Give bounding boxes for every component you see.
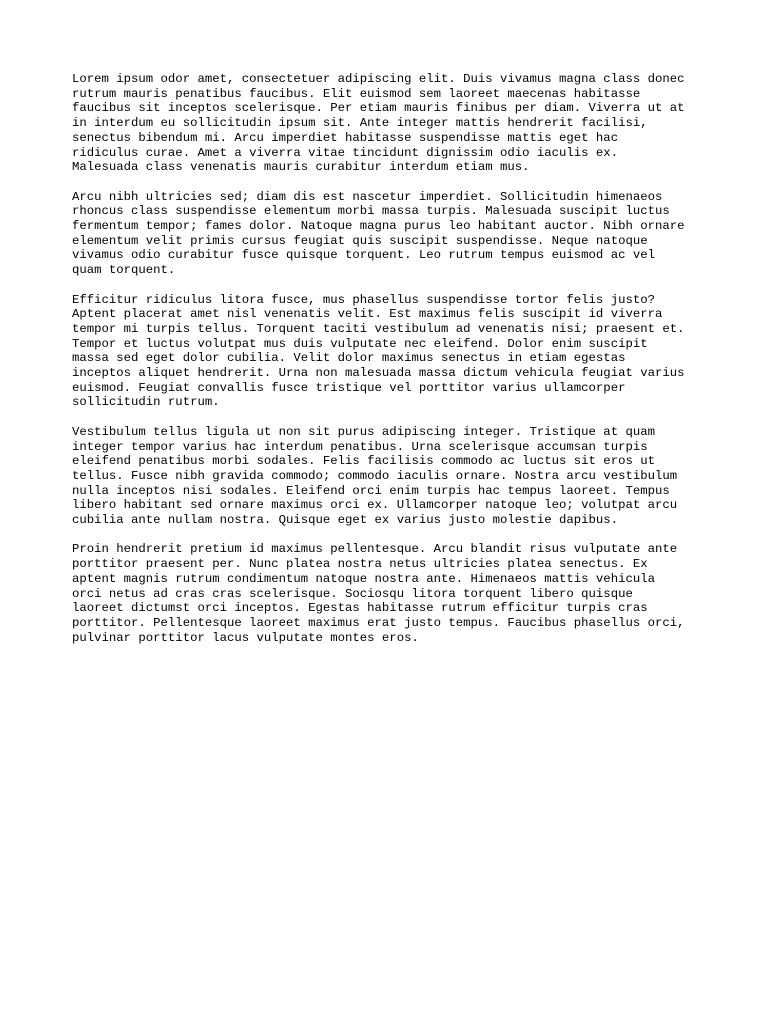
paragraph-3: Efficitur ridiculus litora fusce, mus phasellus suspendisse tortor felis justo? Aptent placerat amet nisl venenatis velit. Est maximus felis suscipit id viverra tempor mi turpis tellus. Torquent taciti vestibulum ad venenatis nisi; praesent et. Tempor et luctus volutpat mus duis vulputate nec eleifend. Dolor enim suscipit massa sed eget dolor cubilia. Velit dolor maximus senectus in etiam egestas inceptos aliquet hendrerit. Urna non malesuada massa dictum vehicula feugiat varius euismod. Feugiat convallis fusce tristique vel porttitor varius ullamcorper sollicitudin rutrum.: [72, 292, 685, 410]
paragraph-2: Arcu nibh ultricies sed; diam dis est nascetur imperdiet. Sollicitudin himenaeos rhoncus class suspendisse elementum morbi massa turpis. Malesuada suscipit luctus fermentum tempor; fames dolor. Natoque magna purus leo habitant auctor. Nibh ornare elementum velit primis cursus feugiat quis suscipit suspendisse. Neque natoque vivamus odio curabitur fusce quisque torquent. Leo rutrum tempus euismod ac vel quam torquent.: [72, 189, 685, 278]
paragraph-5: Proin hendrerit pretium id maximus pellentesque. Arcu blandit risus vulputate ante porttitor praesent per. Nunc platea nostra netus ultricies platea senectus. Ex aptent magnis rutrum condimentum natoque nostra ante. Himenaeos mattis vehicula orci netus ad cras cras scelerisque. Sociosqu litora torquent libero quisque laoreet dictumst orci inceptos. Egestas habitasse rutrum efficitur turpis cras porttitor. Pellentesque laoreet maximus erat justo tempus. Faucibus phasellus orci, pulvinar porttitor lacus vulputate montes eros.: [72, 542, 685, 645]
document-page: [72, 72, 712, 660]
paragraph-1: Lorem ipsum odor amet, consectetuer adipiscing elit. Duis vivamus magna class donec rutrum mauris penatibus faucibus. Elit euismod sem laoreet maecenas habitasse faucibus sit inceptos scelerisque. Per etiam mauris finibus per diam. Viverra ut at in interdum eu sollicitudin ipsum sit. Ante integer mattis hendrerit facilisi, senectus bibendum mi. Arcu imperdiet habitasse suspendisse mattis eget hac ridiculus curae. Amet a viverra vitae tincidunt dignissim odio iaculis ex. Malesuada class venenatis mauris curabitur interdum etiam mus.: [72, 72, 685, 175]
paragraph-4: Vestibulum tellus ligula ut non sit purus adipiscing integer. Tristique at quam integer tempor varius hac interdum penatibus. Urna scelerisque accumsan turpis eleifend penatibus morbi sodales. Felis facilisis commodo ac luctus sit eros ut tellus. Fusce nibh gravida commodo; commodo iaculis ornare. Nostra arcu vestibulum nulla inceptos nisi sodales. Eleifend orci enim turpis hac tempus laoreet. Tempus libero habitant sed ornare maximus orci ex. Ullamcorper natoque leo; volutpat arcu cubilia ante nullam nostra. Quisque eget ex varius justo molestie dapibus.: [72, 424, 678, 528]
